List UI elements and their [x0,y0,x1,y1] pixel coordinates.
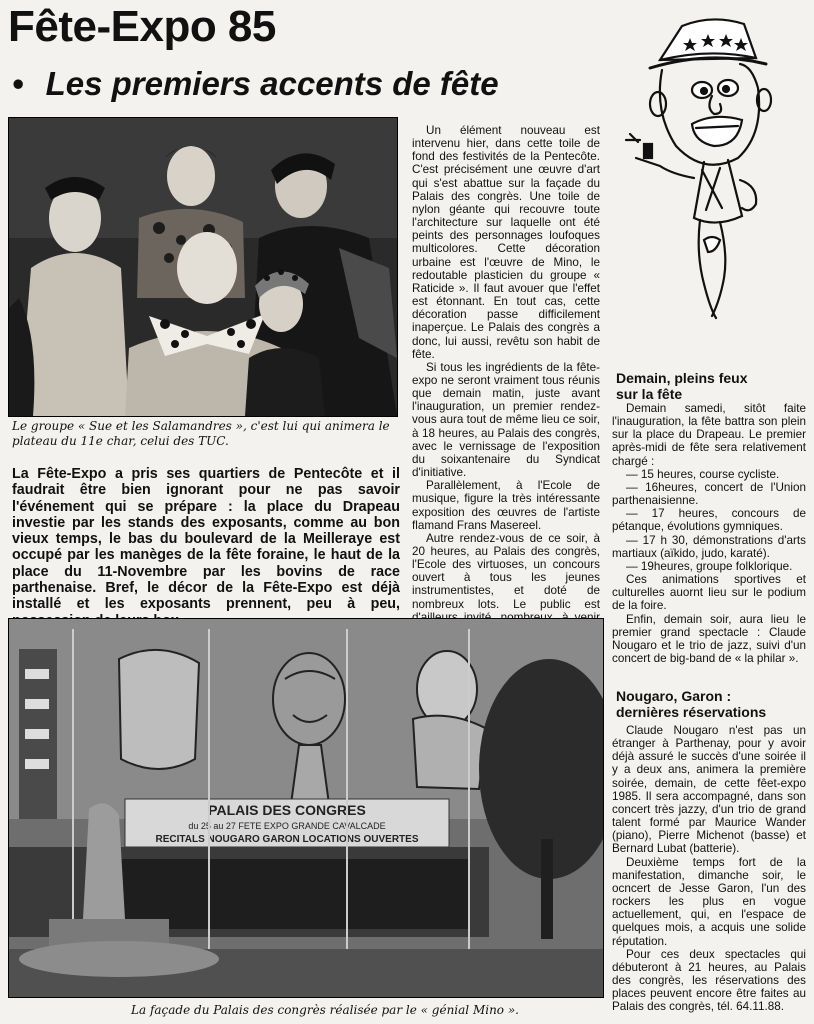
heading-line: Demain, pleins feux [616,370,748,386]
section-heading-pleins-feux [616,370,747,402]
article-column-2 [412,124,600,650]
article-column-3-section-1 [612,402,806,665]
caricature-illustration [620,8,800,326]
schedule-item: — 19heures, groupe folklorique. [626,559,793,573]
paragraph: Parallèlement, à l'Ecole de musique, figure la très intéressante exposition des œuvres de l'artiste flamand Frans Masereel. [412,479,600,532]
banner-line-3: RECITALS NOUGARO GARON LOCATIONS OUVERTES [155,834,419,845]
band-photo [8,117,398,417]
article-column-3-section-2 [612,724,806,1013]
schedule-item: — 16heures, concert de l'Union parthenaisienne. [612,480,806,508]
paragraph: Ces animations sportives et culturelles auornt lieu sur le podium de la foire. [612,573,806,613]
paragraph: Demain samedi, sitôt faite l'inauguration, la fête battra son plein sur la place du Drapeau. Le premier après-midi de fête sera relativement chargé : [612,402,806,468]
heading-line: Nougaro, Garon : [616,688,732,704]
paragraph: Autre rendez-vous de ce soir, à 20 heures, au Palais des congrès, l'Ecole des virtuoses, un concours ouvert à tous les jeunes instrumentistes, et doté de nombreux lots. Le public est [412,531,600,611]
photo-caption-palais: La façade du Palais des congrès réalisée par le « génial Mino ». [131,1003,519,1017]
paragraph: Pour ces deux spectacles qui débuteront à 21 heures, au Palais des congrès, les réservations des places peuvent encore être faites au Palais des congrès, tél. 64.11.88. [612,947,806,1014]
paragraph: Si tous les ingrédients de la fête-expo ne seront vraiment tous réunis que demain matin, juste avant l'inauguration, un premier rendez-vous aura tout de même lieu ce soir, à 18 heures, au Palais des congrès, avec le vernissage de l'exposition du soixantenaire du Syndicat d'initiative. [412,360,600,480]
section-heading-nougaro-garon [616,688,766,720]
heading-line: sur la fête [616,386,683,402]
subheadline-text: Les premiers accents de fête [45,65,499,102]
banner-line-1: PALAIS DES CONGRES [208,802,366,818]
headline: Fête-Expo 85 [8,2,276,51]
schedule-item: — 17 heures, concours de pétanque, évolutions gymniques. [612,507,806,534]
lead-paragraph: La Fête-Expo a pris ses quartiers de Pentecôte et il faudrait être bien ignorant pour ne pas savoir l'événement qui se prépare : la place du Drapeau investie par les stands des exposants, comme au bon vieux temps, le bas du boulevard de la Meilleraye est occupé par les manèges de la fête foraine, le haut de la place du 11-Novembre par les bovins de race parthenaise. Bref, le décor de la Fête-Expo est déjà installé et les exposants prennent, peu à peu, [12,466,400,613]
subheadline [12,64,499,104]
schedule-item: — 15 heures, course cycliste. [626,467,780,481]
heading-line: dernières réservations [616,704,767,720]
photo-caption-band: Le groupe « Sue et les Salamandres », c'est lui qui animera le plateau du 11e char, celui des TUC. [12,419,390,448]
banner-line-2: du 25 au 27 FETE EXPO GRANDE CAVALCADE [188,821,386,831]
palais-facade-image [9,619,603,997]
palais-des-congres-photo [8,618,604,998]
paragraph: Claude Nougaro n'est pas un étranger à Parthenay, pour y avoir déjà assuré le succès d'une soirée il y a deux ans, animera la première soirée, demain, de cette fêet-expo 1985. Il sera accompagné, dans son concert très jazzy, d'un trio de grand talent formé par Maurice Wander (piano), Pierre Michenot (basse) et Bernard Lubat (batterie). [612,724,806,856]
schedule-item: — 17 h 30, démonstrations d'arts martiaux (aïkido, judo, karaté). [612,533,806,560]
paragraph: Deuxième temps fort de la manifestation, dimanche soir, le ocncert de Jesse Garon, l'un des rockers les plus en vogue actuellement, qui, en l'espace de quelques mois, a acquis une solide réputation. [612,855,806,948]
band-photo-image [9,118,397,416]
paragraph: Un élément nouveau est intervenu hier, dans cette toile de fond des festivités de la Pentecôte. C'est précisément une œuvre d'art qui s'est abattue sur la façade du Palais des congrès. Une toile de nylon géante qui recouvre toute l'architecture sur laquelle ont été peints des personnages loufoques multicolores. Cette décoration urbaine est l'œuvre de Mino, le redoutable plasticien du groupe « Raticide ». Il faut avouer que l'effet est étonnant. En tout cas, cette décoration passe difficilement inaperçue. Le Palais des congrès a donc, lui aussi, revêtu son habit de fête. [412,124,600,361]
paragraph: Enfin, demain soir, aura lieu le premier grand spectacle : Claude Nougaro et le trio de jazz, suivi d'un concert de big-band de « la philar ». [612,612,806,665]
bullet-icon: • [12,65,24,102]
